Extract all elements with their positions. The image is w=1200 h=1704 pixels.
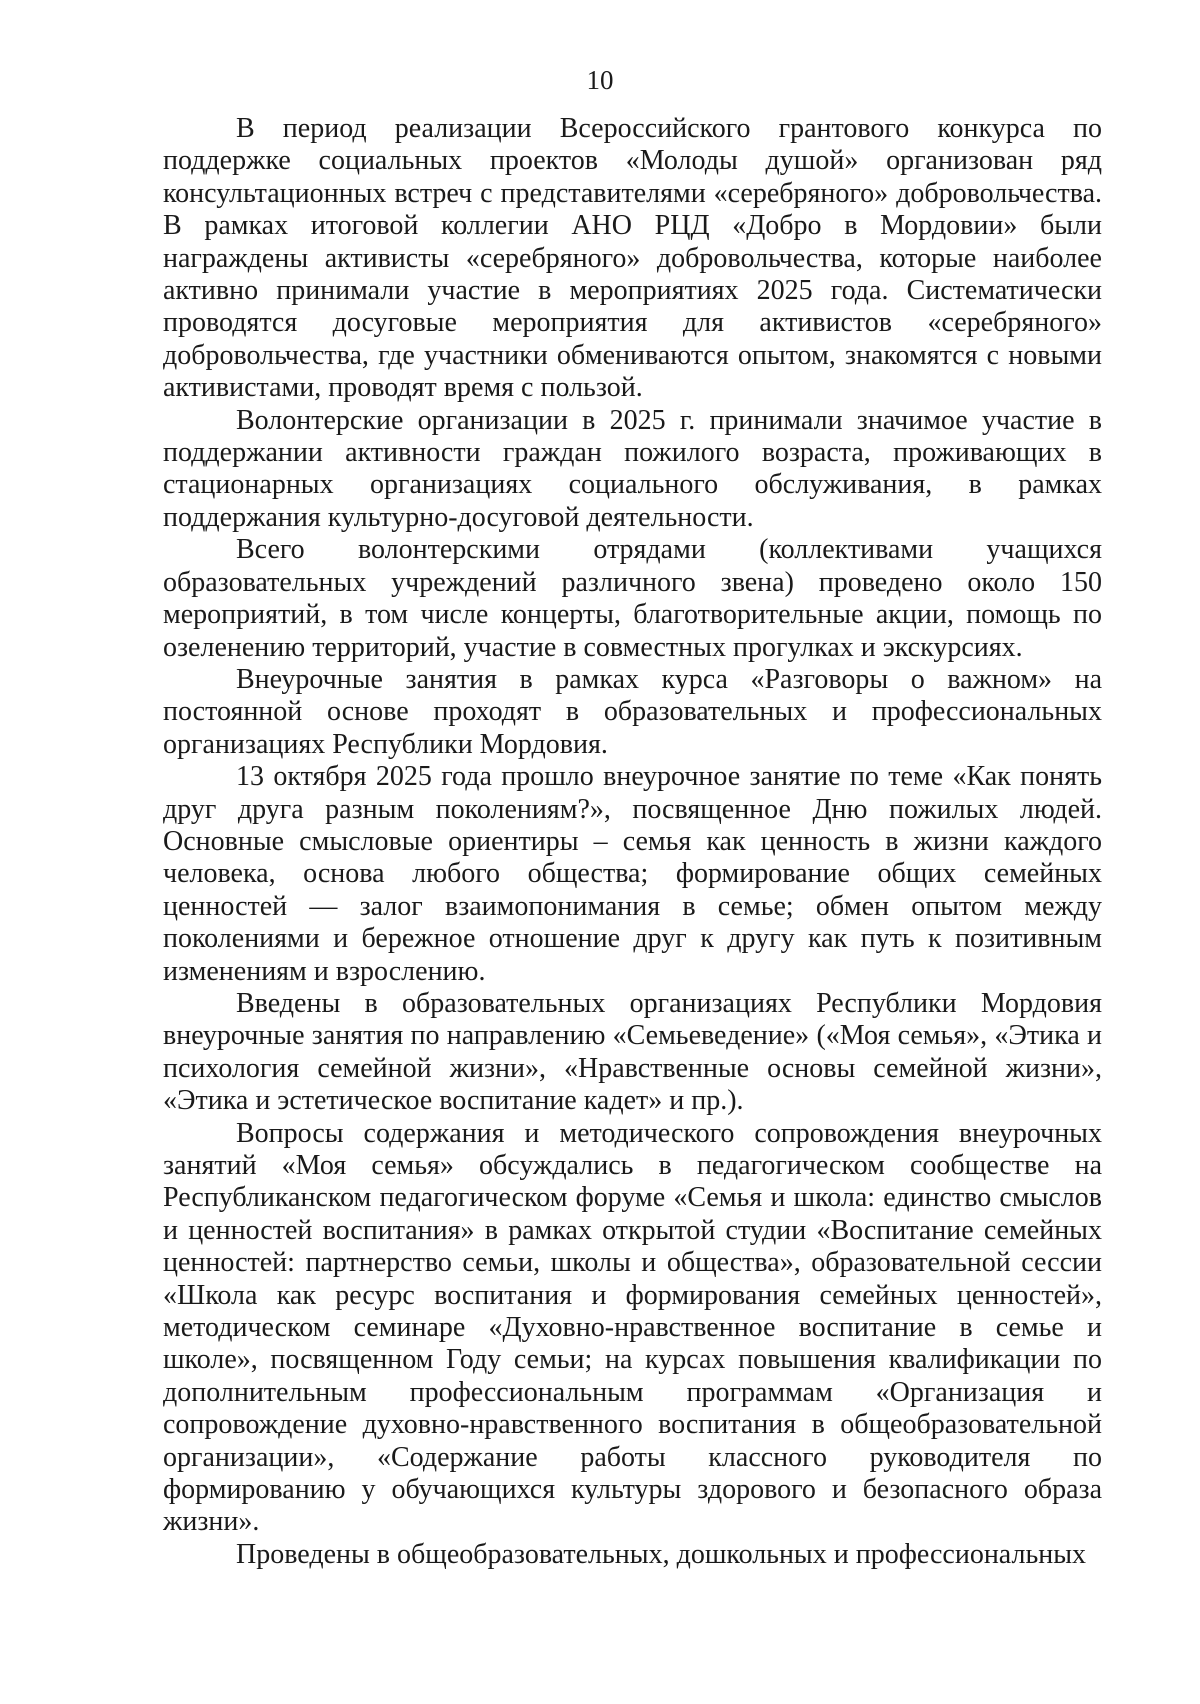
- paragraph-methodical-support: Вопросы содержания и методического сопровождения внеурочных занятий «Моя семья» обсуждались в педагогическом сообществе на Республиканском педагогическом форуме «Семья и школа: единство смыслов и ценностей воспитания» в рамках открытой студии «Воспитание семейных ценностей: партнерство семьи, школы и общества», образовательной сессии «Школа как ресурс воспитания и формирования семейных ценностей», методическом семинаре «Духовно-нравственное воспитание в семье и школе», посвященном Году семьи; на курсах повышения квалификации по дополнительным профессиональным программам «Организация и сопровождение духовно-нравственного воспитания в общеобразовательной организации», «Содержание работы классного руководителя по формированию у обучающихся культуры здорового и безопасного образа жизни».: [163, 1117, 1102, 1538]
- page-number: 10: [586, 65, 614, 95]
- paragraph-family-studies: Введены в образовательных организациях Республики Мордовия внеурочные занятия по направлению «Семьеведение» («Моя семья», «Этика и психология семейной жизни», «Нравственные основы семейной жизни», «Этика и эстетическое воспитание кадет» и пр.).: [163, 987, 1102, 1117]
- paragraph-volunteer-events: Всего волонтерскими отрядами (коллективами учащихся образовательных учреждений различного звена) проведено около 150 мероприятий, в том числе концерты, благотворительные акции, помощь по озеленению территорий, участие в совместных прогулках и экскурсиях.: [163, 534, 1102, 663]
- paragraph-continuation: Проведены в общеобразовательных, дошкольных и профессиональных: [236, 1538, 1087, 1570]
- paragraph-silver-volunteering: В период реализации Всероссийского грантового конкурса по поддержке социальных проектов «Молоды душой» организован ряд консультационных встреч с представителями «серебряного» добровольчества. В рамках итоговой коллегии АНО РЦД «Добро в Мордовии» были награждены активисты «серебряного» добровольчества, которые наиболее активно принимали участие в мероприятиях 2025 года. Систематически проводятся досуговые мероприятия для активистов «серебряного» добровольчества, где участники обмениваются опытом, знакомятся с новыми активистами, проводят время с пользой.: [163, 113, 1102, 404]
- paragraph-important-talks: Внеурочные занятия в рамках курса «Разговоры о важном» на постоянной основе проходят в образовательных и профессиональных организациях Республики Мордовия.: [163, 663, 1102, 760]
- document-body: [163, 113, 1102, 1571]
- paragraph-october-lesson: 13 октября 2025 года прошло внеурочное занятие по теме «Как понять друг друга разным поколениям?», посвященное Дню пожилых людей. Основные смысловые ориентиры – семья как ценность в жизни каждого человека, основа любого общества; формирование общих семейных ценностей — залог взаимопонимания в семье; обмен опытом между поколениями и бережное отношение друг к другу как путь к позитивным изменениям и взрослению.: [163, 761, 1102, 987]
- paragraph-volunteer-organizations: Волонтерские организации в 2025 г. принимали значимое участие в поддержании активности граждан пожилого возраста, проживающих в стационарных организациях социального обслуживания, в рамках поддержания культурно-досуговой деятельности.: [163, 404, 1102, 533]
